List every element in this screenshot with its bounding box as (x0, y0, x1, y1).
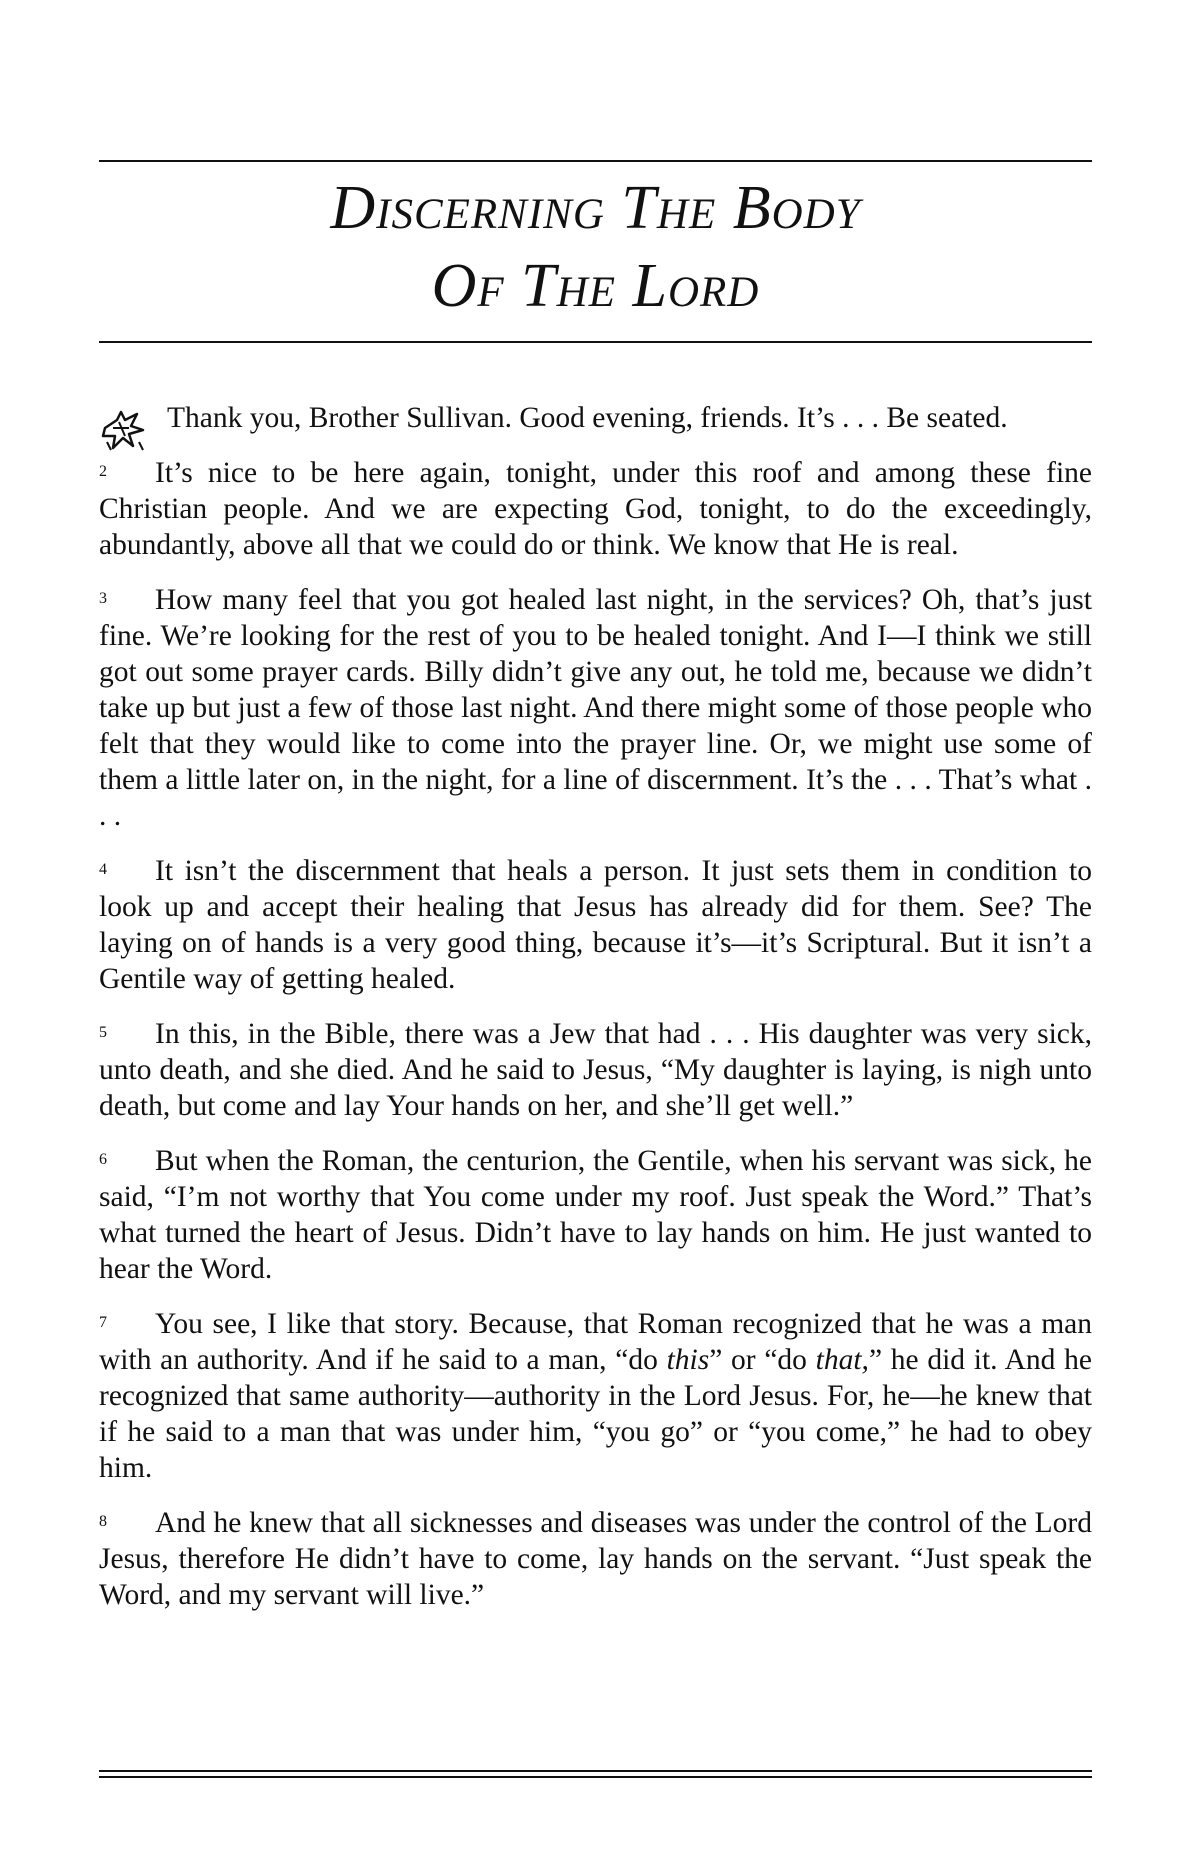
paragraph-text: And he knew that all sicknesses and diseases was under the control of the Lord Jesus, therefore He didn’t have to come, lay hands on the servant. “Just speak the Word, and my servant will live.” (99, 1507, 1092, 1611)
paragraph-text: It’s nice to be here again, tonight, under this roof and among these fine Christian people. And we are expecting God, tonight, to do the exceedingly, abundantly, above all that we could do or think. We know that He is real. (99, 457, 1092, 561)
paragraph-text: It isn’t the discernment that heals a person. It just sets them in condition to look up and accept their healing that Jesus has already did for them. See? The laying on of hands is a very good thing, because it’s—it’s Scriptural. But it isn’t a Gentile way of getting healed. (99, 855, 1092, 995)
paragraph-8 (99, 1504, 1092, 1613)
paragraph-3 (99, 581, 1092, 834)
paragraph-text: ” he did it. And he recognized that same authority—authority in the Lord Jesus. For, he—he knew that if he said to a man that was under him, “you go” or “you come,” he had to obey him. (99, 1344, 1092, 1484)
paragraph-7 (99, 1305, 1092, 1486)
paragraph-number: 2 (99, 463, 107, 480)
paragraph-number: 5 (99, 1024, 107, 1041)
page-title (99, 168, 1092, 326)
paragraph-text: Thank you, Brother Sullivan. Good evening, friends. It’s . . . Be seated. (167, 402, 1008, 434)
footer-rule (99, 1770, 1092, 1772)
sermon-body (99, 400, 1092, 1631)
paragraph-5 (99, 1015, 1092, 1124)
emphasis-that: that, (815, 1344, 869, 1376)
title-bottom-rule (99, 341, 1092, 343)
paragraph-number: 3 (99, 590, 107, 607)
paragraph-text: In this, in the Bible, there was a Jew that had . . . His daughter was very sick, unto death, and she died. And he said to Jesus, “My daughter is laying, is nigh unto death, but come and lay Your hands on her, and she’ll get well.” (99, 1018, 1092, 1122)
dove-icon (99, 406, 147, 454)
title-line-1: Discerning The Body (330, 174, 861, 242)
emphasis-this: this (666, 1344, 710, 1376)
paragraph-text: How many feel that you got healed last night, in the services? Oh, that’s just fine. We’re looking for the rest of you to be healed tonight. And I—I think we still got out some prayer cards. Billy didn’t give any out, he told me, because we didn’t take up but just a few of those last night. And there might some of those people who felt that they would like to come into the prayer line. Or, we might use some of them a little later on, in the night, for a line of discernment. It’s the . . . That’s what . . . (99, 584, 1092, 832)
title-line-2: Of The Lord (431, 252, 760, 320)
paragraph-number: 8 (99, 1513, 107, 1530)
paragraph-2 (99, 454, 1092, 563)
paragraph-text: ” or “do (709, 1344, 816, 1376)
paragraph-number: 6 (99, 1151, 107, 1168)
paragraph-number: 4 (99, 861, 107, 878)
paragraph-4 (99, 852, 1092, 997)
footer-rule-double (99, 1776, 1092, 1778)
paragraph-number: 7 (99, 1314, 107, 1331)
paragraph-1 (99, 400, 1092, 436)
paragraph-text: But when the Roman, the centurion, the Gentile, when his servant was sick, he said, “I’m not worthy that You come under my roof. Just speak the Word.” That’s what turned the heart of Jesus. Didn’t have to lay hands on him. He just wanted to hear the Word. (99, 1145, 1092, 1285)
paragraph-6 (99, 1142, 1092, 1287)
document-page (99, 0, 1092, 1849)
title-top-rule (99, 160, 1092, 162)
paragraph-text: You see, I like that story. Because, that Roman recognized that he was a man with an authority. And if he said to a man, “do (99, 1308, 1092, 1376)
